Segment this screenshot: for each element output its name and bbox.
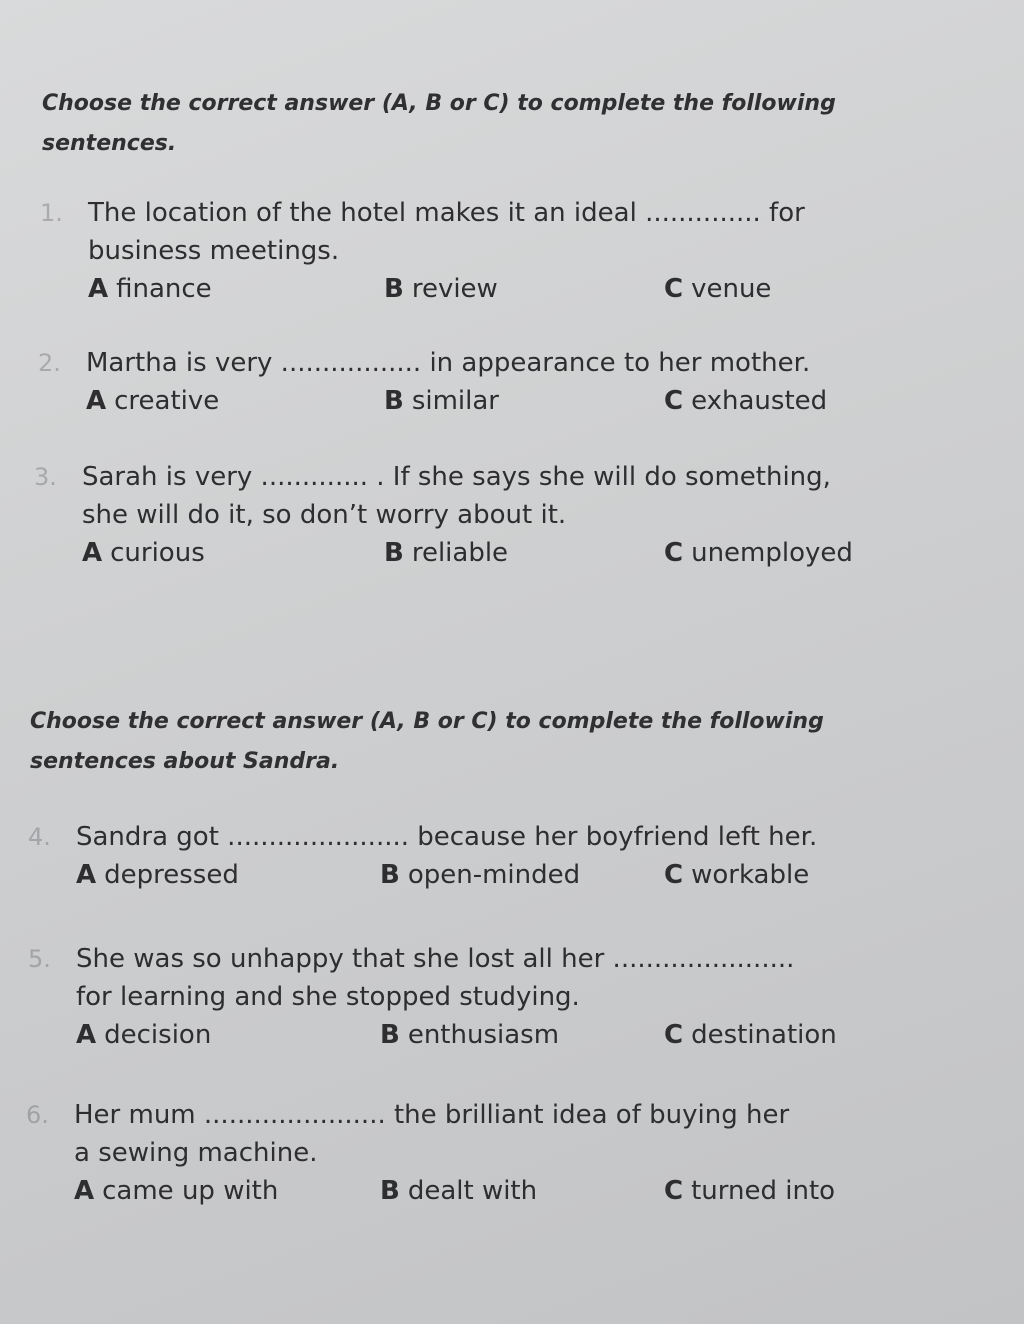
option-text: came up with	[102, 1176, 279, 1206]
option-text: creative	[114, 386, 220, 416]
question-text: Sandra got ...................... because her boyfriend left her.	[76, 822, 818, 852]
option-letter: A	[74, 1176, 95, 1206]
question-text: Sarah is very ............. . If she says she will do something,	[82, 462, 831, 492]
option-b[interactable]	[380, 1016, 559, 1054]
question-text: Martha is very ................. in appearance to her mother.	[86, 348, 811, 378]
option-text: finance	[116, 274, 212, 304]
option-text: depressed	[104, 860, 239, 890]
option-text: unemployed	[691, 538, 853, 568]
option-c[interactable]	[664, 382, 827, 420]
option-text: workable	[691, 860, 810, 890]
question-number: 1.	[40, 199, 63, 227]
option-letter: C	[664, 538, 684, 568]
option-b[interactable]	[384, 270, 498, 308]
option-a[interactable]	[82, 534, 205, 572]
option-text: reliable	[411, 538, 509, 568]
question-5	[28, 940, 896, 1054]
question-text: business meetings.	[88, 236, 340, 266]
instruction-line: Choose the correct answer (A, B or C) to complete the following	[42, 91, 836, 116]
option-text: similar	[411, 386, 499, 416]
answer-options	[76, 1016, 896, 1054]
option-letter: C	[664, 1176, 684, 1206]
answer-options	[86, 382, 886, 420]
option-text: venue	[691, 274, 772, 304]
option-letter: B	[384, 386, 404, 416]
question-3	[34, 458, 902, 572]
option-letter: C	[664, 1020, 684, 1050]
question-text: She was so unhappy that she lost all her ......................	[76, 944, 795, 974]
option-c[interactable]	[664, 856, 809, 894]
option-c[interactable]	[664, 1172, 835, 1210]
option-text: decision	[104, 1020, 212, 1050]
option-letter: B	[384, 274, 404, 304]
question-number: 6.	[26, 1101, 49, 1129]
option-a[interactable]	[88, 270, 212, 308]
instruction-line: Choose the correct answer (A, B or C) to complete the following	[30, 709, 824, 734]
option-text: exhausted	[691, 386, 828, 416]
option-letter: B	[380, 860, 400, 890]
option-text: enthusiasm	[407, 1020, 560, 1050]
option-b[interactable]	[380, 856, 580, 894]
option-letter: B	[380, 1176, 400, 1206]
question-number: 4.	[28, 823, 51, 851]
option-c[interactable]	[664, 1016, 837, 1054]
option-a[interactable]	[76, 856, 239, 894]
option-letter: C	[664, 274, 684, 304]
option-text: destination	[691, 1020, 837, 1050]
question-number: 3.	[34, 463, 57, 491]
question-text: she will do it, so don’t worry about it.	[82, 500, 567, 530]
option-a[interactable]	[86, 382, 219, 420]
question-number: 2.	[38, 349, 61, 377]
option-c[interactable]	[664, 534, 853, 572]
option-letter: C	[664, 386, 684, 416]
question-text: a sewing machine.	[74, 1138, 318, 1168]
question-4	[28, 818, 896, 894]
option-letter: A	[86, 386, 107, 416]
answer-options	[76, 856, 896, 894]
option-text: open-minded	[407, 860, 581, 890]
answer-options	[82, 534, 902, 572]
option-c[interactable]	[664, 270, 771, 308]
option-text: turned into	[691, 1176, 836, 1206]
answer-options	[88, 270, 888, 308]
option-text: dealt with	[407, 1176, 538, 1206]
question-2	[38, 344, 886, 420]
instruction-line: sentences.	[42, 131, 177, 156]
option-letter: B	[380, 1020, 400, 1050]
question-text: The location of the hotel makes it an ideal .............. for	[88, 198, 805, 228]
option-letter: A	[76, 1020, 97, 1050]
option-letter: A	[76, 860, 97, 890]
option-text: curious	[110, 538, 205, 568]
instruction-line: sentences about Sandra.	[30, 749, 340, 774]
option-b[interactable]	[384, 382, 499, 420]
question-text: Her mum ...................... the brilliant idea of buying her	[74, 1100, 790, 1130]
question-6	[26, 1096, 894, 1210]
question-1	[40, 194, 888, 308]
section-2-instruction	[30, 702, 824, 782]
option-a[interactable]	[76, 1016, 211, 1054]
section-1-instruction	[42, 84, 836, 164]
option-letter: A	[82, 538, 103, 568]
option-letter: C	[664, 860, 684, 890]
question-number: 5.	[28, 945, 51, 973]
question-text: for learning and she stopped studying.	[76, 982, 580, 1012]
option-b[interactable]	[384, 534, 508, 572]
answer-options	[74, 1172, 894, 1210]
option-a[interactable]	[74, 1172, 278, 1210]
option-b[interactable]	[380, 1172, 537, 1210]
option-letter: A	[88, 274, 109, 304]
option-text: review	[411, 274, 498, 304]
option-letter: B	[384, 538, 404, 568]
